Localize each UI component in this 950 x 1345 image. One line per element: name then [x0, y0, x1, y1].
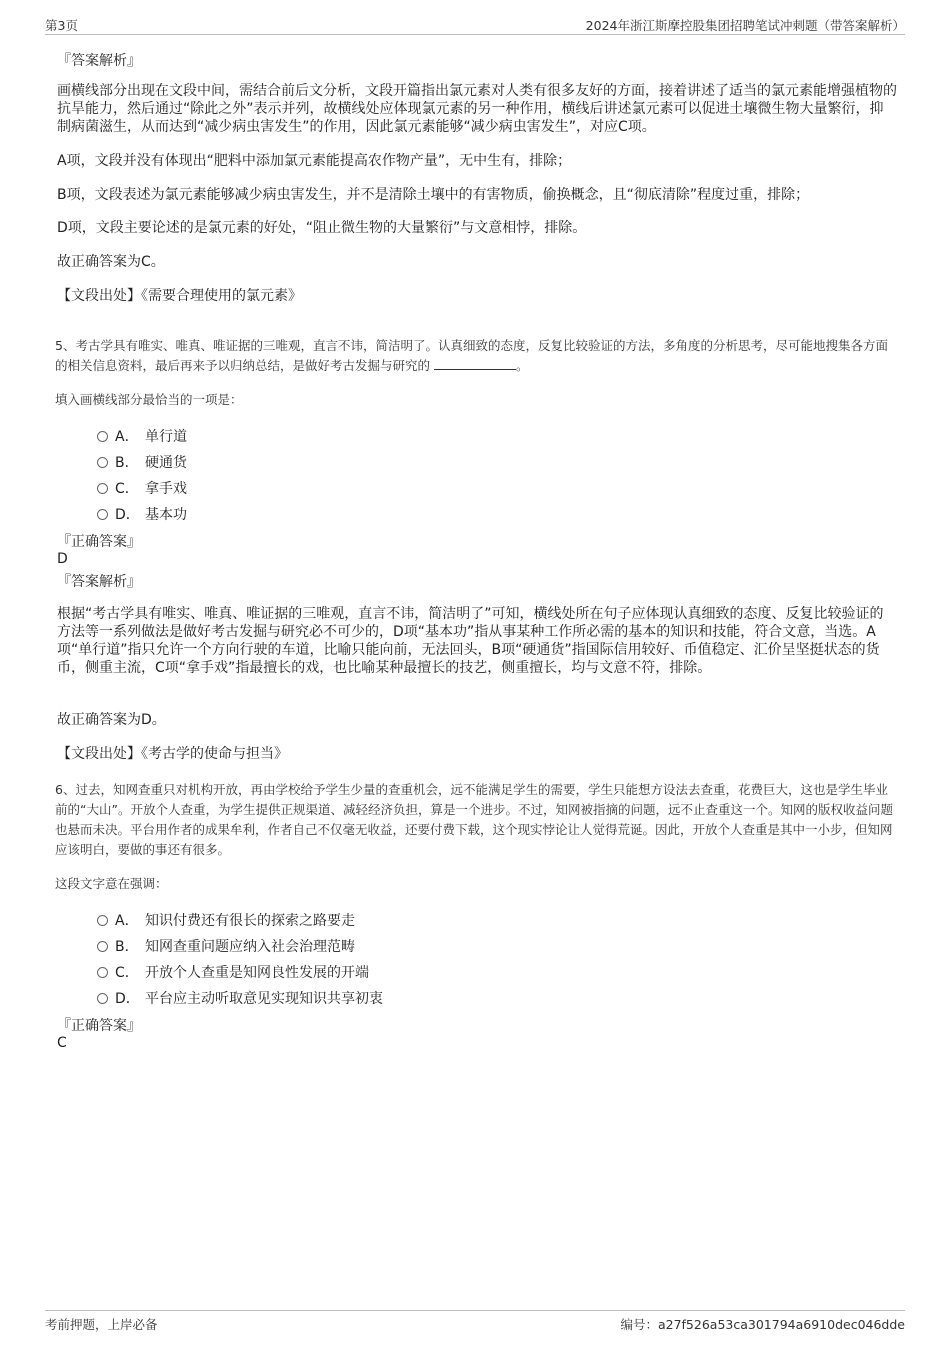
option-key: D． [115, 507, 140, 523]
radio-button-icon[interactable] [97, 993, 108, 1004]
q5-prompt: 填入画横线部分最恰当的一项是： [55, 392, 243, 407]
q6-option-a[interactable] [97, 910, 355, 930]
q6-answer-label: 『正确答案』 [57, 1018, 141, 1034]
q4-analysis-paragraph: 画横线部分出现在文段中间，需结合前后文分析，文段开篇指出氯元素对人类有很多友好的方面，接着讲述了适当的氯元素能增强植物的抗旱能力，然后通过“除此之外”表示并列，故横线处应体现氯元素的另一种作用，横线后讲述氯元素可以促进土壤微生物大量繁衍，抑制病菌滋生，从而达到“减少病虫害发生”的作用，因此氯元素能够“减少病虫害发生”，对应C项。 [57, 83, 897, 135]
q6-prompt: 这段文字意在强调： [55, 876, 168, 891]
radio-button-icon[interactable] [97, 915, 108, 926]
q4-option-b-analysis: B项，文段表述为氯元素能够减少病虫害发生，并不是清除土壤中的有害物质，偷换概念，且“彻底清除”程度过重，排除； [57, 187, 810, 203]
option-text: 基本功 [145, 507, 187, 523]
q6-answer: C [57, 1035, 67, 1051]
q5-stem-end: 。 [516, 358, 529, 373]
q5-analysis-label: 『答案解析』 [57, 574, 141, 590]
radio-button-icon[interactable] [97, 509, 108, 520]
option-key: A． [115, 429, 139, 445]
q5-stem [55, 336, 900, 376]
q6-option-c[interactable] [97, 962, 369, 982]
q4-option-a-analysis: A项，文段并没有体现出“肥料中添加氯元素能提高农作物产量”，无中生有，排除； [57, 153, 572, 169]
q5-stem-text: 5、考古学具有唯实、唯真、唯证据的三唯观，直言不讳，简洁明了。认真细致的态度，反复比较验证的方法，多角度的分析思考，尽可能地搜集各方面的相关信息资料，最后再来予以归纳总结，是做好考古发掘与研究的 [55, 338, 888, 373]
option-key: C． [115, 965, 139, 981]
q5-option-c[interactable] [97, 478, 187, 498]
q4-analysis-label: 『答案解析』 [57, 53, 141, 69]
option-key: B． [115, 455, 139, 471]
option-text: 知识付费还有很长的探索之路要走 [145, 913, 355, 929]
q4-source: 【文段出处】《需要合理使用的氯元素》 [57, 288, 302, 304]
document-title: 2024年浙江斯摩控股集团招聘笔试冲刺题（带答案解析） [585, 18, 905, 33]
option-key: D． [115, 991, 140, 1007]
q6-stem: 6、过去，知网查重只对机构开放，再由学校给予学生少量的查重机会，远不能满足学生的需要，学生只能想方设法去查重，花费巨大，这也是学生毕业前的“大山”。开放个人查重，为学生提供正规渠道、减轻经济负担，算是一个进步。不过，知网被指摘的问题，远不止查重这一个。知网的版权收益问题也悬而未决。平台用作者的成果牟利，作者自己不仅毫无收益，还要付费下载，这个现实悖论让人觉得荒诞。因此，开放个人查重是其中一小步，但知网应该明白，要做的事还有很多。 [55, 782, 893, 857]
q5-option-d[interactable] [97, 504, 187, 524]
page-header [45, 14, 905, 35]
option-key: B． [115, 939, 139, 955]
option-key: A． [115, 913, 139, 929]
q4-option-d-analysis: D项，文段主要论述的是氯元素的好处，“阻止微生物的大量繁衍”与文意相悖，排除。 [57, 220, 587, 236]
page-footer [45, 1310, 905, 1333]
radio-button-icon[interactable] [97, 457, 108, 468]
page-number: 第3页 [45, 18, 78, 33]
option-text: 硬通货 [145, 455, 187, 471]
q5-analysis-paragraph: 根据“考古学具有唯实、唯真、唯证据的三唯观，直言不讳，简洁明了”可知，横线处所在句子应体现认真细致的态度、反复比较验证的方法等一系列做法是做好考古发掘与研究必不可少的，D项“基本功”指从事某种工作所必需的基本的知识和技能，符合文意，当选。A项“单行道”指只允许一个方向行驶的车道，比喻只能向前，无法回头，B项“硬通货”指国际信用较好、币值稳定、汇价呈坚挺状态的货币，侧重主流，C项“拿手戏”指最擅长的戏，也比喻某种最擅长的技艺，侧重擅长，均与文意不符，排除。 [57, 606, 884, 676]
q6-option-d[interactable] [97, 988, 383, 1008]
radio-button-icon[interactable] [97, 483, 108, 494]
option-key: C． [115, 481, 139, 497]
option-text: 平台应主动听取意见实现知识共享初衷 [145, 991, 383, 1007]
option-text: 开放个人查重是知网良性发展的开端 [145, 965, 369, 981]
option-text: 知网查重问题应纳入社会治理范畴 [145, 939, 355, 955]
radio-button-icon[interactable] [97, 431, 108, 442]
q5-conclusion: 故正确答案为D。 [57, 712, 166, 728]
q5-option-a[interactable] [97, 426, 187, 446]
q5-option-b[interactable] [97, 452, 187, 472]
fill-blank [434, 357, 516, 370]
footer-serial-number: 编号：a27f526a53ca301794a6910dec046dde [620, 1317, 905, 1332]
radio-button-icon[interactable] [97, 941, 108, 952]
q5-answer: D [57, 551, 68, 567]
footer-slogan: 考前押题，上岸必备 [45, 1317, 158, 1332]
q5-source: 【文段出处】《考古学的使命与担当》 [57, 746, 288, 762]
q6-option-b[interactable] [97, 936, 355, 956]
option-text: 单行道 [145, 429, 187, 445]
q4-conclusion: 故正确答案为C。 [57, 254, 165, 270]
option-text: 拿手戏 [145, 481, 187, 497]
q5-answer-label: 『正确答案』 [57, 534, 141, 550]
radio-button-icon[interactable] [97, 967, 108, 978]
